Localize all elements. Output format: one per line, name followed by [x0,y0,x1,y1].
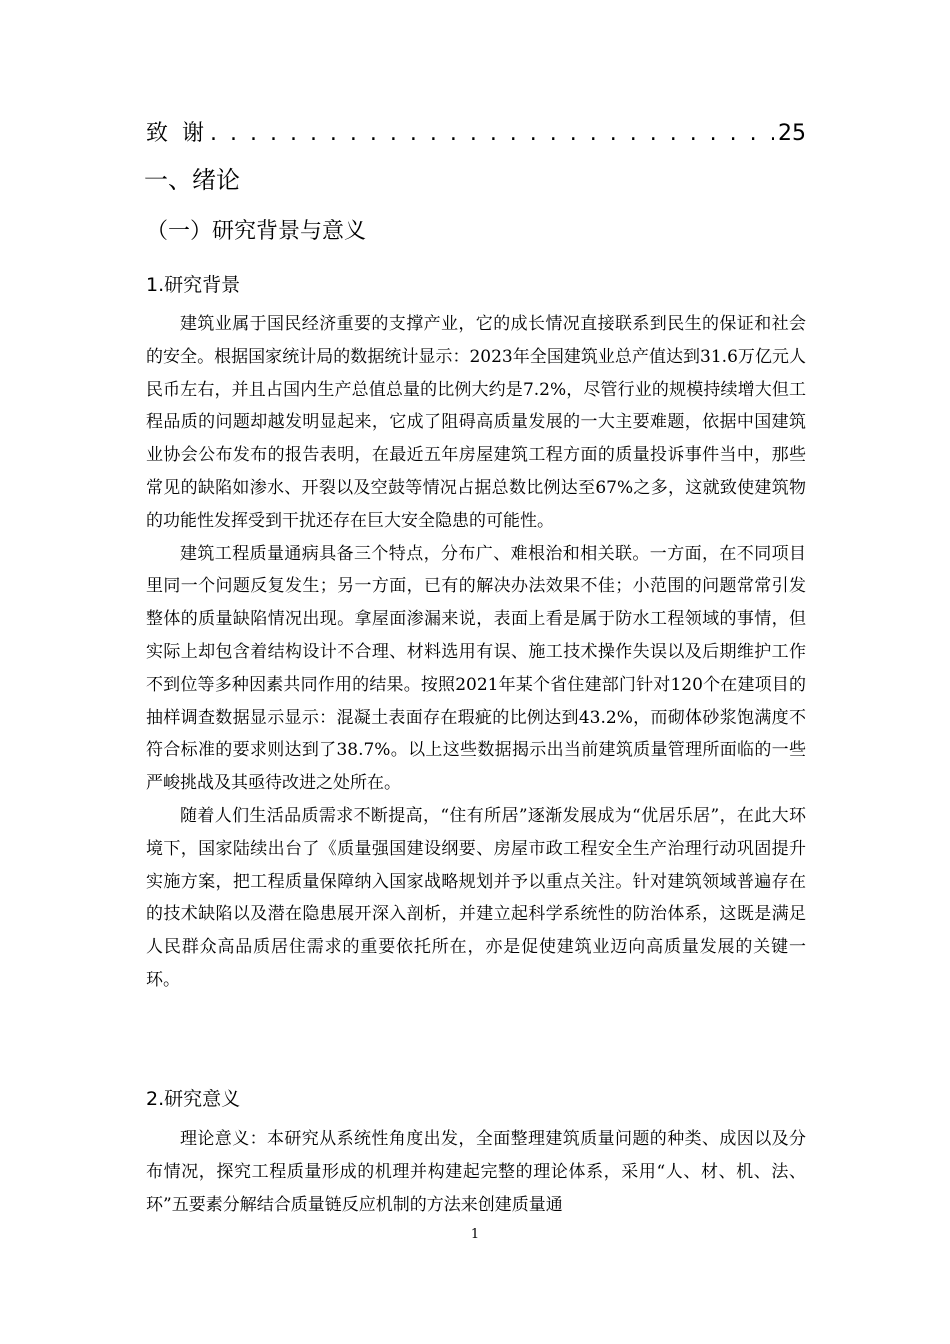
paragraph: 建筑工程质量通病具备三个特点，分布广、难根治和相关联。一方面，在不同项目里同一个问题反复发生；另一方面，已有的解决办法效果不佳；小范围的问题常常引发整体的质量缺陷情况出现。拿屋面渗漏来说，表面上看是属于防水工程领域的事情，但实际上却包含着结构设计不合理、材料选用有误、施工技术操作失误以及后期维护工作不到位等多种因素共同作用的结果。按照2021年某个省住建部门针对120个在建项目的抽样调查数据显示显示：混凝土表面存在瑕疵的比例达到43.2%，而砌体砂浆饱满度不符合标准的要求则达到了38.7%。以上这些数据揭示出当前建筑质量管理所面临的一些严峻挑战及其亟待改进之处所在。 [146,543,806,794]
background-body [146,308,806,997]
page-number: 1 [470,1227,480,1242]
chapter-title: 一、绪论 [144,166,240,194]
toc-leader-dots [210,121,774,146]
paragraph: 理论意义：本研究从系统性角度出发，全面整理建筑质量问题的种类、成因以及分布情况，探究工程质量形成的机理并构建起完整的理论体系，采用“人、材、机、法、环”五要素分解结合质量链反应机制的方法来创建质量通 [146,1129,806,1215]
significance-body [146,1123,806,1221]
subsection-title-background: 1.研究背景 [146,274,241,296]
toc-entry[interactable] [146,116,806,150]
section-title: （一）研究背景与意义 [146,219,367,244]
paragraph: 建筑业属于国民经济重要的支撑产业，它的成长情况直接联系到民生的保证和社会的安全。根据国家统计局的数据统计显示：2023年全国建筑业总产值达到31.6万亿元人民币左右，并且占国内生产总值总量的比例大约是7.2%，尽管行业的规模持续增大但工程品质的问题却越发明显起来，它成了阻碍高质量发展的一大主要难题，依据中国建筑业协会公布发布的报告表明，在最近五年房屋建筑工程方面的质量投诉事件当中，那些常见的缺陷如渗水、开裂以及空鼓等情况占据总数比例达至67%之多，这就致使建筑物的功能性发挥受到干扰还存在巨大安全隐患的可能性。 [146,314,806,531]
toc-entry-title: 致谢 [146,121,219,146]
toc-entry-page: 25 [778,121,806,146]
paragraph: 随着人们生活品质需求不断提高，“住有所居”逐渐发展成为“优居乐居”，在此大环境下，国家陆续出台了《质量强国建设纲要、房屋市政工程安全生产治理行动巩固提升实施方案，把工程质量保障纳入国家战略规划并予以重点关注。针对建筑领域普遍存在的技术缺陷以及潜在隐患展开深入剖析，并建立起科学系统性的防治体系，这既是满足人民群众高品质居住需求的重要依托所在，亦是促使建筑业迈向高质量发展的关键一环。 [146,805,806,990]
subsection-title-significance: 2.研究意义 [146,1088,241,1110]
